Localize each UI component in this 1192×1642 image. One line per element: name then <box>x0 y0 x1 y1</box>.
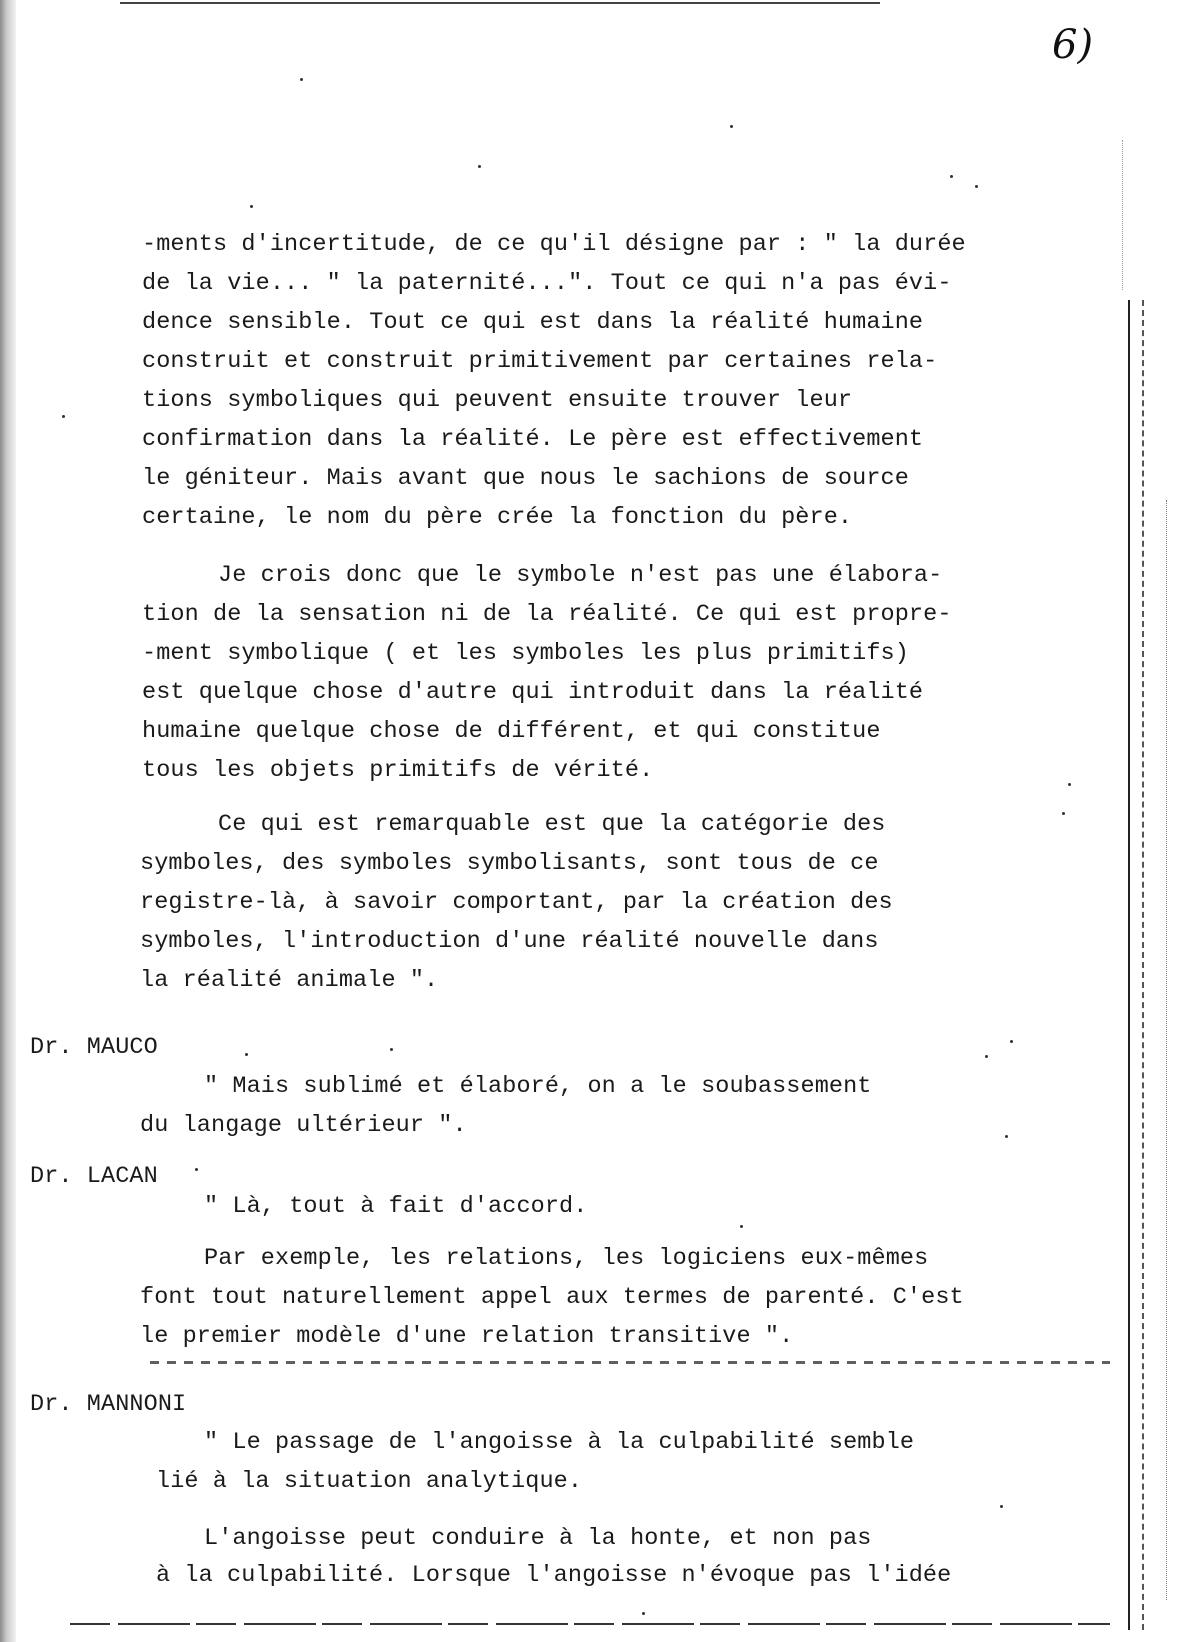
scan-speck <box>195 1168 198 1171</box>
scan-speck <box>642 1612 645 1615</box>
scan-speck <box>1000 1505 1003 1508</box>
text-line: tions symboliques qui peuvent ensuite trouver leur <box>142 387 853 414</box>
text-line: -ment symbolique ( et les symboles les plus primitifs) <box>142 640 909 667</box>
text-line: symboles, des symboles symbolisants, sont tous de ce <box>140 850 879 877</box>
speaker-label: Dr. MANNONI <box>30 1391 187 1418</box>
text-line: humaine quelque chose de différent, et qui constitue <box>142 718 881 745</box>
scan-shadow-left <box>0 0 16 1642</box>
text-line: -ments d'incertitude, de ce qu'il désigne par : " la durée <box>142 231 966 258</box>
speaker-label: Dr. MAUCO <box>30 1034 158 1061</box>
text-line: le géniteur. Mais avant que nous le sachions de source <box>142 465 909 492</box>
scan-edge-bottom <box>70 1623 1110 1625</box>
text-line: Je crois donc que le symbole n'est pas une élabora- <box>218 562 943 589</box>
text-line: L'angoisse peut conduire à la honte, et non pas <box>204 1525 872 1552</box>
scan-speck <box>730 125 733 128</box>
text-line: certaine, le nom du père crée la fonction du père. <box>142 504 853 531</box>
text-line: Par exemple, les relations, les logiciens eux-mêmes <box>204 1245 929 1272</box>
text-line: à la culpabilité. Lorsque l'angoisse n'évoque pas l'idée <box>156 1562 952 1589</box>
text-line: la réalité animale ". <box>140 967 439 994</box>
text-line: " Là, tout à fait d'accord. <box>204 1193 588 1220</box>
text-line: le premier modèle d'une relation transitive ". <box>140 1323 794 1350</box>
scan-speck <box>62 415 65 418</box>
text-line: tion de la sensation ni de la réalité. Ce qui est propre- <box>142 601 952 628</box>
text-line: " Le passage de l'angoisse à la culpabilité semble <box>204 1429 915 1456</box>
scan-edge-top <box>120 2 880 4</box>
text-line: dence sensible. Tout ce qui est dans la réalité humaine <box>142 309 924 336</box>
scan-speck <box>1010 1040 1013 1043</box>
text-line: est quelque chose d'autre qui introduit dans la réalité <box>142 679 924 706</box>
text-line: construit et construit primitivement par certaines rela- <box>142 348 938 375</box>
scan-speck <box>1005 1135 1008 1138</box>
margin-rule <box>1128 300 1130 1630</box>
text-line: lié à la situation analytique. <box>156 1468 583 1495</box>
scan-speck <box>390 1048 393 1051</box>
scan-speck <box>250 205 253 208</box>
scan-speck <box>740 1225 743 1228</box>
text-line: confirmation dans la réalité. Le père est effectivement <box>142 426 924 453</box>
scan-speck <box>985 1055 988 1058</box>
text-line: " Mais sublimé et élaboré, on a le soubassement <box>204 1073 872 1100</box>
scan-speck <box>1068 783 1071 786</box>
text-line: symboles, l'introduction d'une réalité nouvelle dans <box>140 928 879 955</box>
text-line: du langage ultérieur ". <box>140 1112 467 1139</box>
scan-speck <box>975 185 978 188</box>
text-line: font tout naturellement appel aux termes de parenté. C'est <box>140 1284 964 1311</box>
scan-speck <box>1062 812 1065 815</box>
text-line: de la vie... " la paternité...". Tout ce qui n'a pas évi- <box>142 270 952 297</box>
margin-rule <box>1122 140 1123 290</box>
text-line: tous les objets primitifs de vérité. <box>142 757 654 784</box>
text-line: registre-là, à savoir comportant, par la création des <box>140 889 893 916</box>
margin-rule <box>1142 300 1144 1630</box>
scan-speck <box>245 1053 248 1056</box>
text-line: Ce qui est remarquable est que la catégorie des <box>218 811 886 838</box>
margin-rule <box>1166 500 1167 1600</box>
scan-speck <box>950 175 953 178</box>
speaker-label: Dr. LACAN <box>30 1163 158 1190</box>
scan-speck <box>478 165 481 168</box>
page-number: 6) <box>1052 22 1094 68</box>
dashed-divider <box>150 1361 1110 1364</box>
scan-speck <box>300 78 303 81</box>
